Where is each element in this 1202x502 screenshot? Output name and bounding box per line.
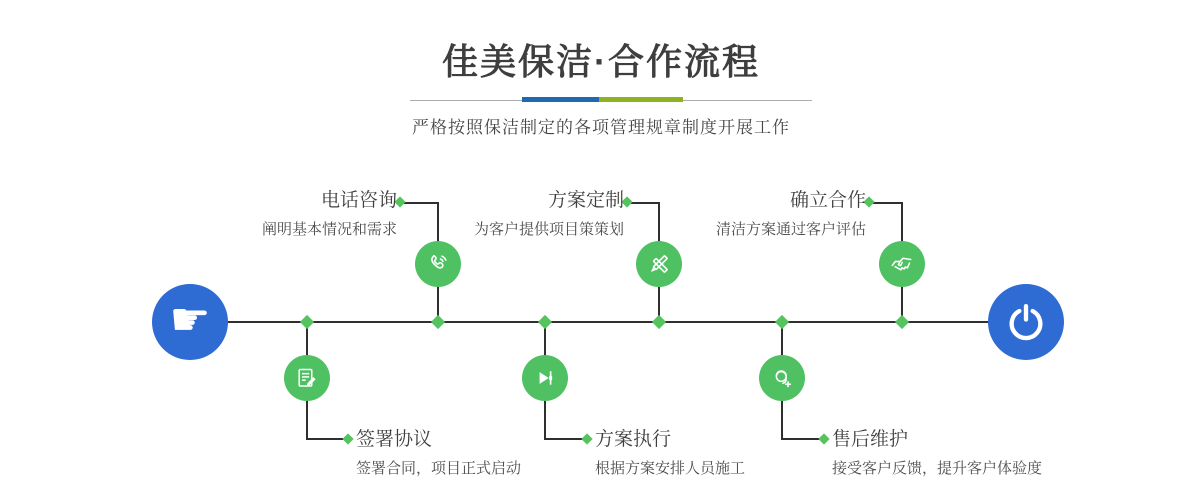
step-title: 方案执行 [595,429,672,450]
step-node-execution [522,355,568,401]
timeline-diamond [431,315,445,329]
step-title: 电话咨询 [320,190,397,211]
label-diamond [818,433,829,444]
pencil-ruler-icon [646,251,672,277]
timeline-diamond [300,315,314,329]
connector-line [873,202,902,204]
power-icon [1006,302,1046,342]
connector-line [306,438,346,440]
step-title: 售后维护 [832,429,909,450]
connector-line [781,438,822,440]
connector-line [901,202,903,242]
label-diamond [581,433,592,444]
handshake-icon [889,251,915,277]
step-description: 签署合同，项目正式启动 [356,459,522,477]
divider-blue-segment [522,97,599,102]
step-node-cooperation [879,241,925,287]
connector-line [544,438,585,440]
connector-line [306,400,308,440]
timeline-diamond [652,315,666,329]
step-description: 清洁方案通过客户评估 [715,220,866,238]
timeline-diamond [895,315,909,329]
step-title: 方案定制 [547,190,624,211]
step-description: 阐明基本情况和需求 [261,220,397,238]
page-subtitle: 严格按照保洁制定的各项管理规章制度开展工作 [412,118,790,137]
step-description: 根据方案安排人员施工 [595,459,746,477]
step-description: 为客户提供项目策策划 [473,220,624,238]
end-node [988,284,1064,360]
step-label-block [832,429,1042,478]
connector-line [544,400,546,440]
step-label-block [606,190,866,239]
step-title: 确立合作 [789,190,866,211]
divider-green-segment [599,97,683,102]
step-label-block [595,429,745,478]
timeline-diamond [538,315,552,329]
label-diamond [342,433,353,444]
step-label-block [137,190,397,239]
step-node-phone [415,241,461,287]
step-label-block [356,429,521,478]
hand-pointing-right-icon: ☛ [169,293,211,345]
timeline-diamond [775,315,789,329]
customer-service-add-icon [769,365,795,391]
step-node-contract [284,355,330,401]
step-node-plan [636,241,682,287]
start-node [152,284,228,360]
connector-line [781,400,783,440]
step-label-block [364,190,624,239]
page-title: 佳美保洁·合作流程 [442,41,760,82]
step-description: 接受客户反馈，提升客户体验度 [832,459,1043,477]
contract-sign-icon [294,365,320,391]
step-node-aftersales [759,355,805,401]
step-title: 签署协议 [356,429,433,450]
play-execute-icon [532,365,558,391]
phone-icon [425,251,451,277]
